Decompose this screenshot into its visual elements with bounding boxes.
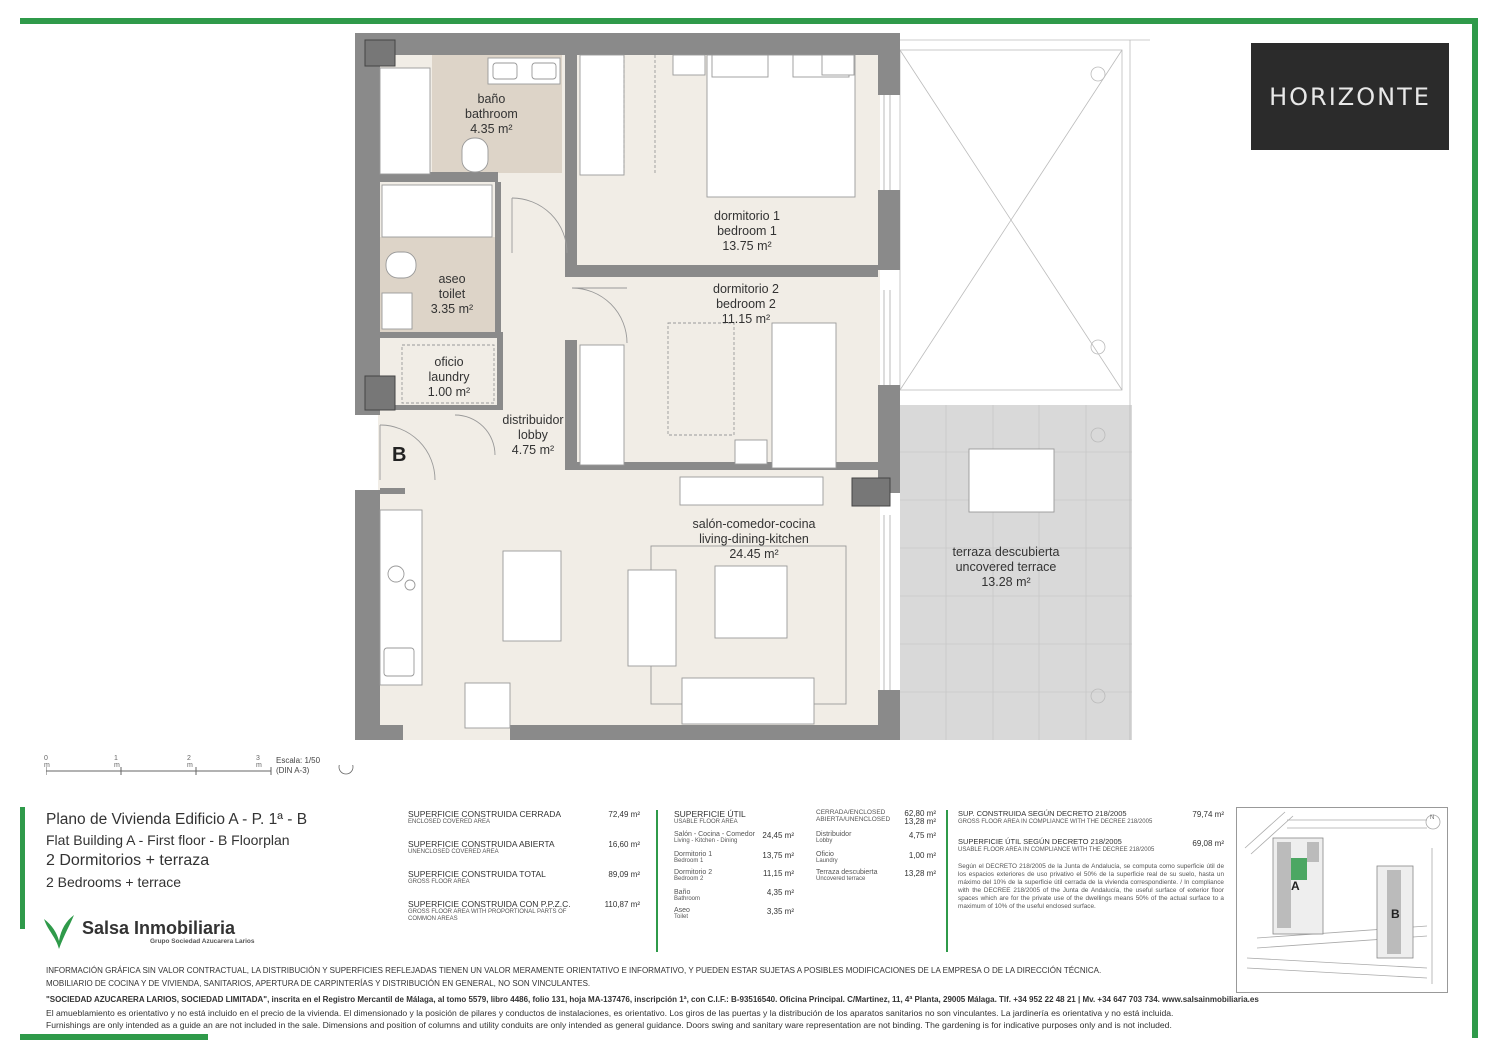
useful2-row: [816, 851, 838, 865]
room-name-en: laundry: [428, 370, 470, 384]
footer-note-en: Furnishings are only intended as a guide an are not included in the sale. Dimensions and position of columns and utility conduits are only intended as general guidance. Doors swing and sanitary ware representation are not binding. The gardening is for indicative purposes only and is not included.: [46, 1020, 1172, 1030]
room-label-bedroom-2: [703, 282, 789, 327]
footer-note-es: El amueblamiento es orientativo y no está incluido en el precio de la vivienda. El dimensionado y la posición de pilares y conductos de instalaciones, es orientativo. Los giros de las puertas y la distribución de los aparatos sanitarios no son vinculantes. La jardinería es orientativa y no está incluida.: [46, 1008, 1174, 1018]
useful-column: [674, 809, 799, 920]
unit-letter: B: [392, 444, 407, 466]
title-block: [46, 810, 307, 892]
decree-row1-en: GROSS FLOOR AREA IN COMPLIANCE WITH THE DECREE 218/2005: [958, 819, 1153, 825]
surface-label-es: SUPERFICIE CONSTRUIDA ABIERTA: [408, 839, 555, 849]
decree-row2-es: SUPERFICIE ÚTIL SEGÚN DECRETO 218/2005: [958, 837, 1122, 846]
unenclosed-value: 13,28 m²: [904, 817, 936, 826]
surface-row: [408, 809, 561, 826]
surface-label-es: SUPERFICIE CONSTRUIDA CERRADA: [408, 809, 562, 819]
useful-row: [674, 851, 712, 865]
room-area: 3.35 m²: [430, 302, 474, 316]
useful-item-en: Bathroom: [674, 896, 701, 902]
room-label-bathroom: [465, 92, 518, 137]
room-name-es: distribuidor: [502, 413, 564, 427]
useful-item-value: 24,45 m²: [762, 831, 794, 840]
room-name-es: terraza descubierta: [952, 545, 1060, 559]
room-label-lobby: [498, 413, 568, 458]
room-name-en: lobby: [518, 428, 548, 442]
decree-column: [958, 809, 1226, 854]
room-name-es: baño: [477, 92, 506, 106]
subtitle-en: 2 Bedrooms + terrace: [46, 874, 182, 890]
useful-row: [674, 889, 700, 903]
useful2-item-en: Lobby: [816, 838, 833, 844]
scale-label-2: (DIN A-3): [276, 766, 310, 775]
frame-bottom-bar: [20, 1034, 208, 1040]
useful2-row: [816, 831, 851, 845]
surface-row: [408, 839, 555, 856]
room-label-terrace: [944, 545, 1068, 590]
useful-item-es: Dormitorio 2: [674, 869, 713, 876]
room-name-es: oficio: [434, 355, 464, 369]
useful-row: [674, 831, 755, 845]
room-area: 1.00 m²: [427, 385, 471, 399]
room-name-es: aseo: [438, 272, 466, 286]
key-map: [1236, 807, 1448, 993]
scale-label-1: Escala: 1/50: [276, 756, 321, 765]
brand-tagline: Grupo Sociedad Azucarera Larios: [150, 938, 255, 945]
useful2-item-es: Distribuidor: [816, 831, 852, 838]
useful-row: [674, 907, 690, 921]
subtitle-es: 2 Dormitorios + terraza: [46, 852, 210, 869]
room-name-es: dormitorio 1: [714, 209, 780, 223]
useful2-item-es: Terraza descubierta: [816, 869, 878, 876]
surface-value: 16,60 m²: [608, 840, 640, 849]
frame-left-bar: [20, 807, 25, 929]
room-name-en: bathroom: [465, 107, 518, 121]
useful2-item-value: 1,00 m²: [908, 851, 936, 860]
surface-row: [408, 869, 546, 886]
room-name-en: bedroom 1: [717, 224, 777, 238]
decree-row2-value: 69,08 m²: [1192, 839, 1224, 848]
keymap-north: N: [1430, 815, 1435, 821]
room-name-es: dormitorio 2: [713, 282, 779, 296]
footer-disclaimer-1: INFORMACIÓN GRÁFICA SIN VALOR CONTRACTUAL, LA DISTRIBUCIÓN Y SUPERFICIES REFLEJADAS TIENEN UN VALOR MERAMENTE ORIENTATIVO E INFORMATIVO, Y PUEDEN ESTAR SUJETAS A POSIBLES MODIFICACIONES DE LA EMPRESA O DE LA DIRECCIÓN TÉCNICA.: [46, 966, 1102, 975]
surface-label-en: GROSS FLOOR AREA WITH PROPORTIONAL PARTS OF COMMON AREAS: [408, 909, 567, 922]
decree-text: Según el DECRETO 218/2005 de la Junta de Andalucía, se computa como superficie útil de los espacios exteriores de uso privativo el 50% de la superficie real de su suelo, hasta un máximo del 10% de la superficie útil cerrada de la vivienda correspondiente. / In compliance with the DECREE 218/2005 of the Junta de Andalucía, the useful surface of exterior floor spaces which are for the private use of the dwellings means 50% of the actual surface to a maximum of 10% of the useful enclosed surface.: [958, 863, 1224, 910]
room-name-en: uncovered terrace: [955, 560, 1057, 574]
useful-item-en: Living - Kitchen - Dining: [674, 838, 738, 844]
room-area: 13.75 m²: [722, 239, 772, 253]
room-area: 24.45 m²: [729, 547, 779, 561]
separator-1: [656, 810, 658, 952]
useful2-row: [816, 869, 877, 883]
room-name-en: living-dining-kitchen: [699, 532, 809, 546]
useful-header-es: SUPERFICIE ÚTIL: [674, 809, 746, 819]
useful-item-value: 4,35 m²: [766, 888, 794, 897]
useful-row: [674, 869, 712, 883]
useful-header-en: USABLE FLOOR AREA: [674, 819, 738, 825]
useful-item-en: Bedroom 2: [674, 876, 704, 882]
enclosed-header: CERRADA/ENCLOSED: [816, 809, 886, 816]
useful-item-en: Bedroom 1: [674, 858, 704, 864]
useful-item-es: Aseo: [674, 907, 690, 914]
useful2-item-value: 13,28 m²: [904, 869, 936, 878]
useful2-item-en: Uncovered terrace: [816, 876, 866, 882]
company-brand: [42, 913, 255, 951]
scale-tick-3: 3 m: [256, 755, 262, 769]
room-area: 4.75 m²: [511, 443, 555, 457]
scale-tick-2: 2 m: [187, 755, 193, 769]
room-area: 4.35 m²: [470, 122, 513, 136]
room-label-laundry: [420, 355, 478, 400]
footer-company-info: "SOCIEDAD AZUCARERA LARIOS, SOCIEDAD LIMITADA", inscrita en el Registro Mercantil de Málaga, al tomo 5579, libro 4486, folio 131, hoja MA-137476, inscripción 1ª, con C.I.F.: B-93516540. Oficina Principal. C/Martinez, 11, 4ª Planta, 29005 Málaga. Tlf. +34 952 22 48 21 | Mv. +34 647 703 734. www.salsainmobiliaria.es: [46, 995, 1259, 1004]
room-label-living: [682, 517, 826, 562]
useful-item-value: 13,75 m²: [762, 851, 794, 860]
title-es: Plano de Vivienda Edificio A - P. 1ª - B: [46, 811, 308, 828]
surface-label-es: SUPERFICIE CONSTRUIDA TOTAL: [408, 869, 546, 879]
useful-item-es: Dormitorio 1: [674, 851, 713, 858]
surface-value: 110,87 m²: [604, 900, 640, 909]
title-en: Flat Building A - First floor - B Floorplan: [46, 832, 290, 848]
room-name-es: salón-comedor-cocina: [692, 517, 816, 531]
useful-item-value: 11,15 m²: [763, 869, 794, 878]
room-name-en: bedroom 2: [716, 297, 776, 311]
room-area: 11.15 m²: [721, 312, 771, 326]
useful-item-es: Baño: [674, 889, 691, 896]
surface-label-en: ENCLOSED COVERED AREA: [408, 819, 491, 825]
useful2-item-es: Oficio: [816, 851, 834, 858]
useful-item-en: Toilet: [674, 914, 689, 920]
room-label-toilet: [424, 272, 480, 317]
useful2-item-value: 4,75 m²: [908, 831, 936, 840]
room-name-en: toilet: [438, 287, 466, 301]
surface-value: 72,49 m²: [608, 810, 640, 819]
brand-name: Salsa Inmobiliaria: [82, 918, 236, 938]
surface-label-es: SUPERFICIE CONSTRUIDA CON P.P.Z.C.: [408, 899, 571, 909]
useful-item-es: Salón - Cocina - Comedor: [674, 831, 755, 838]
surface-value: 89,09 m²: [608, 870, 640, 879]
useful-item-value: 3,35 m²: [766, 907, 794, 916]
room-area: 13.28 m²: [981, 575, 1031, 589]
scale-tick-0: 0 m: [44, 755, 50, 769]
surface-label-en: UNENCLOSED COVERED AREA: [408, 849, 499, 855]
surface-label-en: GROSS FLOOR AREA: [408, 879, 470, 885]
enclosed-value: 62,80 m²: [904, 809, 936, 818]
decree-row1-value: 79,74 m²: [1192, 810, 1224, 819]
separator-2: [946, 810, 948, 952]
site-plan-thumbnail: [1237, 808, 1447, 992]
useful-column-2: [816, 809, 938, 882]
horizonte-logo: HORIZONTE: [1251, 43, 1449, 150]
scale-tick-1: 1 m: [114, 755, 120, 769]
decree-row2-en: USABLE FLOOR AREA IN COMPLIANCE WITH THE DECREE 218/2005: [958, 847, 1155, 853]
unenclosed-header: ABIERTA/UNENCLOSED: [816, 816, 891, 823]
useful2-item-en: Laundry: [816, 858, 838, 864]
surface-row: [408, 899, 583, 923]
footer-disclaimer-2: MOBILIARIO DE COCINA Y DE VIVIENDA, SANITARIOS, APERTURA DE CARPINTERÍAS Y DISTRIBUCIÓN EN GENERAL, NO SON VINCULANTES.: [46, 979, 591, 988]
room-label-bedroom-1: [705, 209, 789, 254]
brand-leaf-icon: [42, 913, 76, 951]
decree-row1-es: SUP. CONSTRUIDA SEGÚN DECRETO 218/2005: [958, 809, 1127, 818]
keymap-label-a: A: [1291, 879, 1300, 893]
scale-label: [276, 756, 320, 776]
keymap-label-b: B: [1391, 907, 1400, 921]
